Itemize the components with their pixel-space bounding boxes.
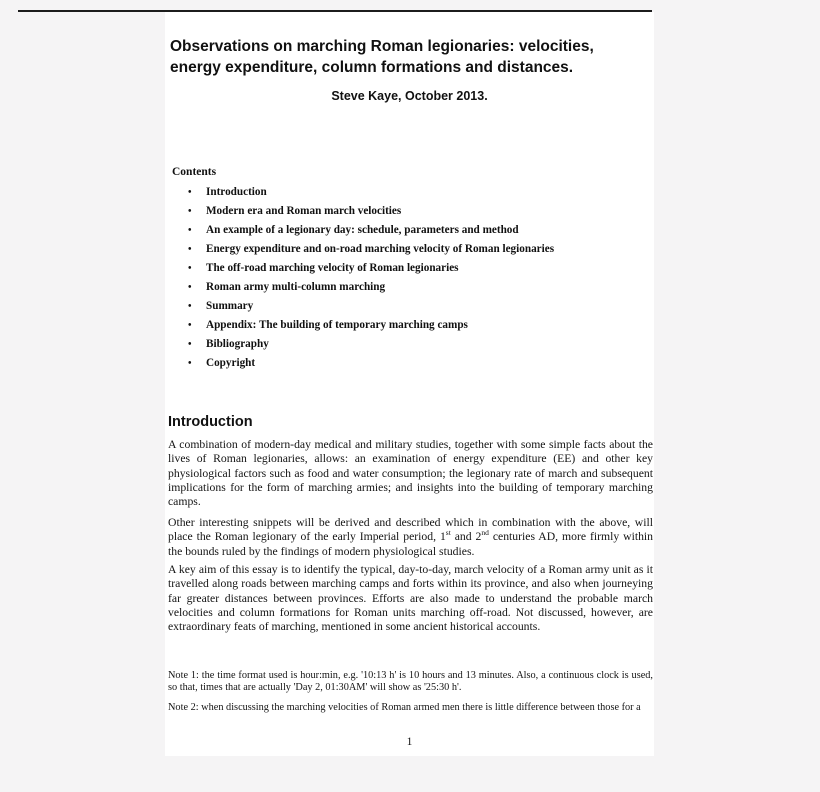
contents-item-label: Appendix: The building of temporary marching camps	[206, 319, 468, 331]
contents-item-label: Roman army multi-column marching	[206, 281, 386, 293]
ordinal-superscript: st	[445, 528, 451, 538]
contents-item	[165, 183, 654, 202]
bullet-icon: •	[188, 263, 192, 274]
bullet-icon: •	[188, 358, 192, 369]
footnote-1: Note 1: the time format used is hour:min, e.g. '10:13 h' is 10 hours and 13 minutes. Also, a continuous clock is used, so that, times that are actually 'Day 2, 01:30AM' will show as '25:30 h'.	[168, 670, 653, 693]
contents-item-label: Energy expenditure and on-road marching velocity of Roman legionaries	[206, 243, 555, 255]
bullet-icon: •	[188, 301, 192, 312]
document-title	[170, 36, 648, 78]
paragraph-text: and 2	[450, 530, 482, 544]
contents-item	[165, 335, 654, 354]
bullet-icon: •	[188, 225, 192, 236]
contents-list	[165, 183, 654, 373]
contents-item-label: An example of a legionary day: schedule, parameters and method	[206, 224, 519, 236]
title-line-1: Observations on marching Roman legionaries: velocities,	[170, 38, 594, 55]
page-number: 1	[406, 736, 413, 748]
bullet-icon: •	[188, 282, 192, 293]
intro-paragraph-3: A key aim of this essay is to identify the typical, day-to-day, march velocity of a Roman army unit as it travelled along roads between marching camps and forts within its province, and also when journeying far greater distances between provinces. Efforts are also made to understand the probable march velocities and column formations for Roman units marching off-road. Not discussed, however, are extraordinary feats of marching, mentioned in some ancient historical accounts.	[168, 563, 653, 634]
contents-heading: Contents	[172, 166, 217, 178]
paragraph-text: centuries AD, more firmly within the bounds ruled by the findings of modern physiological studies.	[168, 530, 653, 558]
bullet-icon: •	[188, 339, 192, 350]
contents-item-label: The off-road marching velocity of Roman legionaries	[206, 262, 459, 274]
section-heading-introduction: Introduction	[168, 414, 253, 430]
intro-paragraph-1: A combination of modern-day medical and military studies, together with some simple facts about the lives of Roman legionaries, allows: an examination of energy expenditure (EE) and other key physiological factors such as food and water consumption; the legionary rate of march and subsequent implications for the form of marching armies; and insights into the building of temporary marching camps.	[168, 438, 653, 509]
contents-item	[165, 259, 654, 278]
contents-item	[165, 202, 654, 221]
bullet-icon: •	[188, 320, 192, 331]
contents-item	[165, 316, 654, 335]
contents-item	[165, 354, 654, 373]
paragraph-text: Other interesting snippets will be derived and described which in combination with the above, will place the Roman legionary of the early Imperial period, 1	[168, 516, 653, 544]
contents-item	[165, 278, 654, 297]
author-byline: Steve Kaye, October 2013.	[331, 89, 488, 103]
contents-item-label: Summary	[206, 300, 254, 312]
bullet-icon: •	[188, 244, 192, 255]
contents-item	[165, 221, 654, 240]
contents-item-label: Introduction	[206, 186, 267, 198]
footnote-2: Note 2: when discussing the marching velocities of Roman armed men there is little difference between those for a	[168, 702, 641, 713]
contents-item	[165, 240, 654, 259]
contents-item-label: Copyright	[206, 357, 256, 369]
document-page	[165, 12, 654, 756]
bullet-icon: •	[188, 206, 192, 217]
title-line-2: energy expenditure, column formations and distances.	[170, 59, 574, 76]
ordinal-superscript: nd	[481, 528, 489, 538]
contents-item-label: Modern era and Roman march velocities	[206, 205, 402, 217]
contents-item	[165, 297, 654, 316]
intro-paragraph-2	[168, 516, 653, 559]
contents-item-label: Bibliography	[206, 338, 269, 350]
bullet-icon: •	[188, 187, 192, 198]
